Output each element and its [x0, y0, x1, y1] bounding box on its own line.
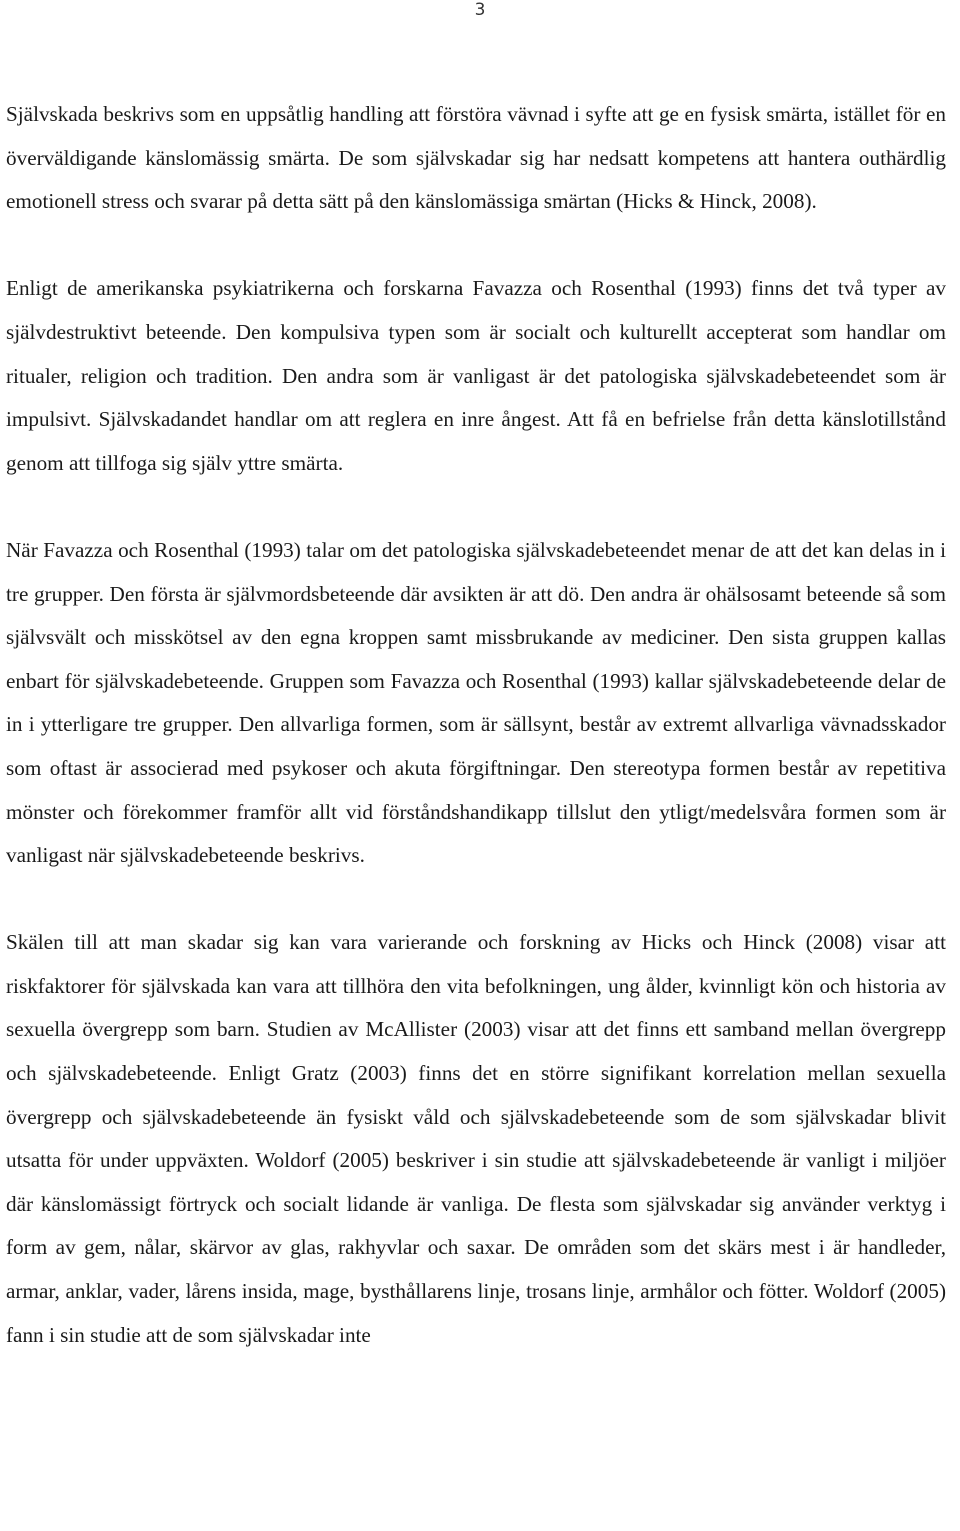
- document-body: [6, 93, 946, 1357]
- page-number: 3: [474, 0, 486, 20]
- paragraph-two-types: Enligt de amerikanska psykiatrikerna och forskarna Favazza och Rosenthal (1993) finns det två typer av självdestruktivt beteende. Den kompulsiva typen som är socialt och kulturellt accepterat som handlar om ritualer, religion och tradition. Den andra som är vanligast är det patologiska självskadebeteendet som är impulsivt. Självskadandet handlar om att reglera en inre ångest. Att få en befrielse från detta känslotillstånd genom att tillfoga sig själv yttre smärta.: [6, 276, 946, 475]
- paragraph-self-harm-definition: Självskada beskrivs som en uppsåtlig handling att förstöra vävnad i syfte att ge en fysisk smärta, istället för en överväldigande känslomässig smärta. De som självskadar sig har nedsatt kompetens att hantera outhärdlig emotionell stress och svarar på detta sätt på den känslomässiga smärtan (Hicks & Hinck, 2008).: [6, 102, 946, 214]
- paragraph-three-groups: När Favazza och Rosenthal (1993) talar om det patologiska självskadebeteendet menar de att det kan delas in i tre grupper. Den första är självmordsbeteende där avsikten är att dö. Den andra är ohälsosamt beteende så som självsvält och misskötsel av den egna kroppen samt missbrukande av mediciner. Den sista gruppen kallas enbart för självskadebeteende. Gruppen som Favazza och Rosenthal (1993) kallar självskadebeteende delar de in i ytterligare tre grupper. Den allvarliga formen, som är sällsynt, består av extremt allvarliga vävnadsskador som oftast är associerad med psykoser och akuta förgiftningar. Den stereotypa formen består av repetitiva mönster och förekommer framför allt vid förståndshandikapp tillslut den ytligt/medelsvåra formen som är vanligast när självskadebeteende beskrivs.: [6, 537, 946, 868]
- paragraph-risk-factors: Skälen till att man skadar sig kan vara varierande och forskning av Hicks och Hinck (2008) visar att riskfaktorer för självskada kan vara att tillhöra den vita befolkningen, ung ålder, kvinnligt kön och historia av sexuella övergrepp som barn. Studien av McAllister (2003) visar att det finns ett samband mellan övergrepp och självskadebeteende. Enligt Gratz (2003) finns det en större signifikant korrelation mellan sexuella övergrepp och självskadebeteende än fysiskt våld och självskadebeteende som de som självskadar blivit utsatta för under uppväxten. Woldorf (2005) beskriver i sin studie att självskadebeteende är vanligt i miljöer där känslomässigt förtryck och socialt lidande är vanliga. De flesta som självskadar sig använder verktyg i form av gem, nålar, skärvor av glas, rakhyvlar och saxar. De områden som det skärs mest i är handleder, armar, anklar, vader, lårens insida, mage, bysthållarens linje, trosans linje, armhålor och fötter. Woldorf (2005) fann i sin studie att de som självskadar inte: [6, 930, 946, 1347]
